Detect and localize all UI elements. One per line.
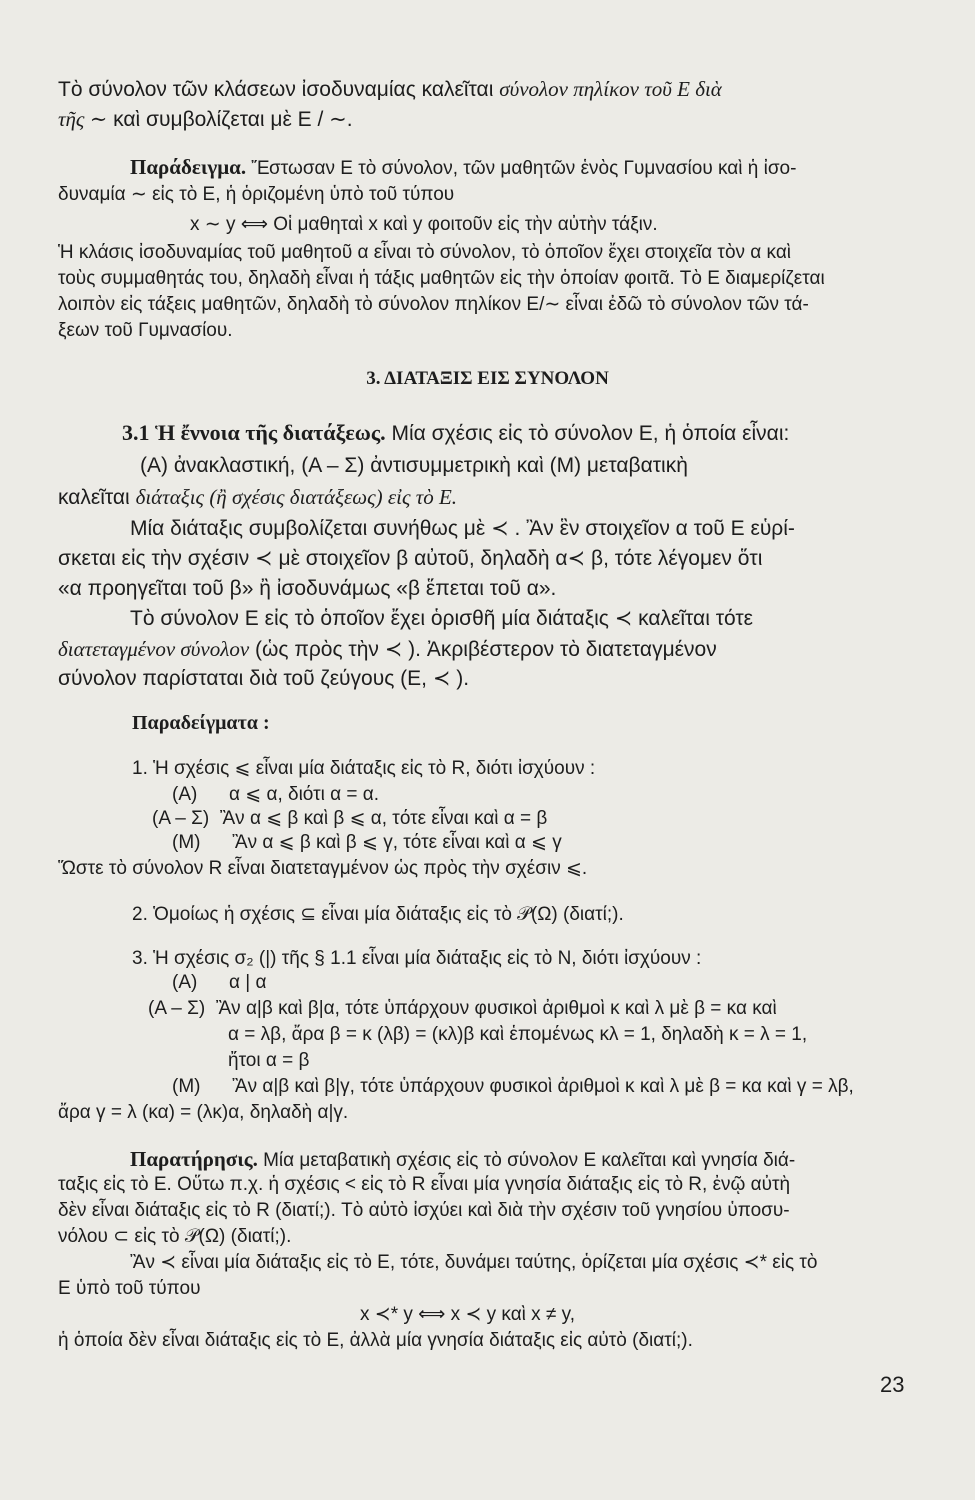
text-line: (Α) α ⩽ α, διότι α = α. xyxy=(172,784,380,805)
subsection-heading: 3.1 Ἡ ἔννοια τῆς διατάξεως. xyxy=(122,420,386,445)
text-line: (Μ) Ἂν α ⩽ β καὶ β ⩽ γ, τότε εἶναι καὶ α ⩽ γ xyxy=(172,832,562,853)
text-line: σκεται εἰς τὴν σχέσιν ≺ μὲ στοιχεῖον β αὐτοῦ, δηλαδὴ α≺ β, τότε λέγομεν ὅτι xyxy=(58,547,763,570)
text-line: Μία διάταξις συμβολίζεται συνήθως μὲ ≺ . Ἂν ἓν στοιχεῖον α τοῦ Ε εὑρί- xyxy=(130,517,795,540)
text-line: «α προηγεῖται τοῦ β» ἢ ἰσοδυνάμως «β ἕπεται τοῦ α». xyxy=(58,577,557,600)
text-line: δυναμία ∼ εἰς τὸ Ε, ἡ ὁριζομένη ὑπὸ τοῦ τύπου xyxy=(58,184,455,205)
text-line xyxy=(130,154,796,182)
text-line: (Α – Σ) Ἂν α|β καὶ β|α, τότε ὑπάρχουν φυσικοὶ ἀριθμοὶ κ καὶ λ μὲ β = κα καὶ xyxy=(148,998,777,1019)
text-line: Ἡ κλάσις ἰσοδυναμίας τοῦ μαθητοῦ α εἶναι τὸ σύνολον, τὸ ὁποῖον ἔχει στοιχεῖα τὸν α καὶ xyxy=(58,242,792,263)
text-line: Ὥστε τὸ σύνολον R εἶναι διατεταγμένον ὡς πρὸς τὴν σχέσιν ⩽. xyxy=(58,858,588,879)
formula-line: x ≺* y ⟺ x ≺ y καὶ x ≠ y, xyxy=(360,1304,576,1325)
text: Ἔστωσαν Ε τὸ σύνολον, τῶν μαθητῶν ἑνὸς Γυμνασίου καὶ ἡ ἰσο- xyxy=(251,158,797,179)
remark-heading: Παρατήρησις. xyxy=(130,1147,258,1171)
text-line: δὲν εἶναι διάταξις εἰς τὸ R (διατί;). Τὸ αὐτὸ ἰσχύει καὶ διὰ τὴν σχέσιν τοῦ γνησίου ὑποσυ- xyxy=(58,1200,790,1221)
text-line: λοιπὸν εἰς τάξεις μαθητῶν, δηλαδὴ τὸ σύνολον πηλίκον Ε/∼ εἶναι ἐδῶ τὸ σύνολον τῶν τά- xyxy=(58,294,809,315)
text-line: Ἂν ≺ εἶναι μία διάταξις εἰς τὸ Ε, τότε, δυνάμει ταύτης, ὁρίζεται μία σχέσις ≺* εἰς τὸ xyxy=(130,1252,818,1273)
text-line xyxy=(130,1146,795,1174)
text-line xyxy=(58,634,717,665)
italic-term: διατεταγμένον σύνολον xyxy=(58,637,250,661)
italic-term: διάταξις (ἢ σχέσις διατάξεως) εἰς τὸ Ε. xyxy=(135,485,458,509)
text-line: Ε ὑπὸ τοῦ τύπου xyxy=(58,1278,201,1299)
text-line: νόλου ⊂ εἰς τὸ 𝒫(Ω) (διατί;). xyxy=(58,1226,292,1247)
text: Τὸ σύνολον τῶν κλάσεων ἰσοδυναμίας καλεῖται xyxy=(58,78,494,101)
text-line: 1. Ἡ σχέσις ⩽ εἶναι μία διάταξις εἰς τὸ R, διότι ἰσχύουν : xyxy=(132,758,596,779)
text-line: α = λβ, ἄρα β = κ (λβ) = (κλ)β καὶ ἑπομένως κλ = 1, δηλαδὴ κ = λ = 1, xyxy=(228,1024,808,1045)
text-line: 2. Ὁμοίως ἡ σχέσις ⊆ εἶναι μία διάταξις εἰς τὸ 𝒫(Ω) (διατί;). xyxy=(132,904,624,925)
text: (ὡς πρὸς τὴν ≺ ). Ἀκριβέστερον τὸ διατεταγμένον xyxy=(255,638,717,661)
text-line xyxy=(58,74,722,105)
text-line: ξεων τοῦ Γυμνασίου. xyxy=(58,320,233,341)
text-line: σύνολον παρίσταται διὰ τοῦ ζεύγους (Ε, ≺ ). xyxy=(58,667,470,690)
text-line: ἡ ὁποία δὲν εἶναι διάταξις εἰς τὸ Ε, ἀλλὰ μία γνησία διάταξις εἰς αὐτὸ (διατί;). xyxy=(58,1330,693,1351)
text: καὶ συμβολίζεται μὲ Ε / ∼. xyxy=(113,108,353,131)
text: Μία σχέσις εἰς τὸ σύνολον Ε, ἡ ὁποία εἶναι: xyxy=(391,422,790,445)
example-heading: Παράδειγμα. xyxy=(130,155,247,179)
text-line: ταξις εἰς τὸ Ε. Οὕτω π.χ. ἡ σχέσις < εἰς τὸ R εἶναι μία γνησία διάταξις εἰς τὸ R, ἐνῷ αὐτὴ xyxy=(58,1174,791,1195)
italic-term: τῆς ∼ xyxy=(58,107,108,131)
text-line: 3. Ἡ σχέσις σ₂ (|) τῆς § 1.1 εἶναι μία διάταξις εἰς τὸ N, διότι ἰσχύουν : xyxy=(132,948,702,969)
text: Μία μεταβατικὴ σχέσις εἰς τὸ σύνολον Ε καλεῖται καὶ γνησία διά- xyxy=(263,1150,796,1171)
text-line: ἄρα γ = λ (κα) = (λκ)α, δηλαδὴ α|γ. xyxy=(58,1102,349,1123)
italic-term: σύνολον πηλίκον τοῦ Ε διὰ xyxy=(499,77,722,101)
text-line: (Α) α | α xyxy=(172,972,267,993)
examples-heading: Παραδείγματα : xyxy=(132,712,270,734)
text-line: (Α – Σ) Ἂν α ⩽ β καὶ β ⩽ α, τότε εἶναι καὶ α = β xyxy=(152,808,548,829)
text-line xyxy=(58,482,457,513)
text-line xyxy=(58,104,353,135)
text-line: τοὺς συμμαθητάς του, δηλαδὴ εἶναι ἡ τάξις μαθητῶν εἰς τὴν ὁποίαν φοιτᾶ. Τὸ Ε διαμερίζεται xyxy=(58,268,825,289)
text-line: Τὸ σύνολον Ε εἰς τὸ ὁποῖον ἔχει ὁρισθῆ μία διάταξις ≺ καλεῖται τότε xyxy=(130,607,754,630)
text-line: (Α) ἀνακλαστική, (Α – Σ) ἀντισυμμετρικὴ καὶ (Μ) μεταβατικὴ xyxy=(140,454,688,477)
formula-line: x ∼ y ⟺ Οἱ μαθηταὶ x καὶ y φοιτοῦν εἰς τὴν αὐτὴν τάξιν. xyxy=(190,214,658,235)
section-heading: 3. ΔΙΑΤΑΞΙΣ ΕΙΣ ΣΥΝΟΛΟΝ xyxy=(366,368,609,389)
text: καλεῖται xyxy=(58,486,130,509)
text-line: (Μ) Ἂν α|β καὶ β|γ, τότε ὑπάρχουν φυσικοὶ ἀριθμοὶ κ καὶ λ μὲ β = κα καὶ γ = λβ, xyxy=(172,1076,854,1097)
text-line: ἤτοι α = β xyxy=(228,1050,310,1071)
page-number: 23 xyxy=(880,1372,905,1397)
text-line xyxy=(122,418,789,449)
